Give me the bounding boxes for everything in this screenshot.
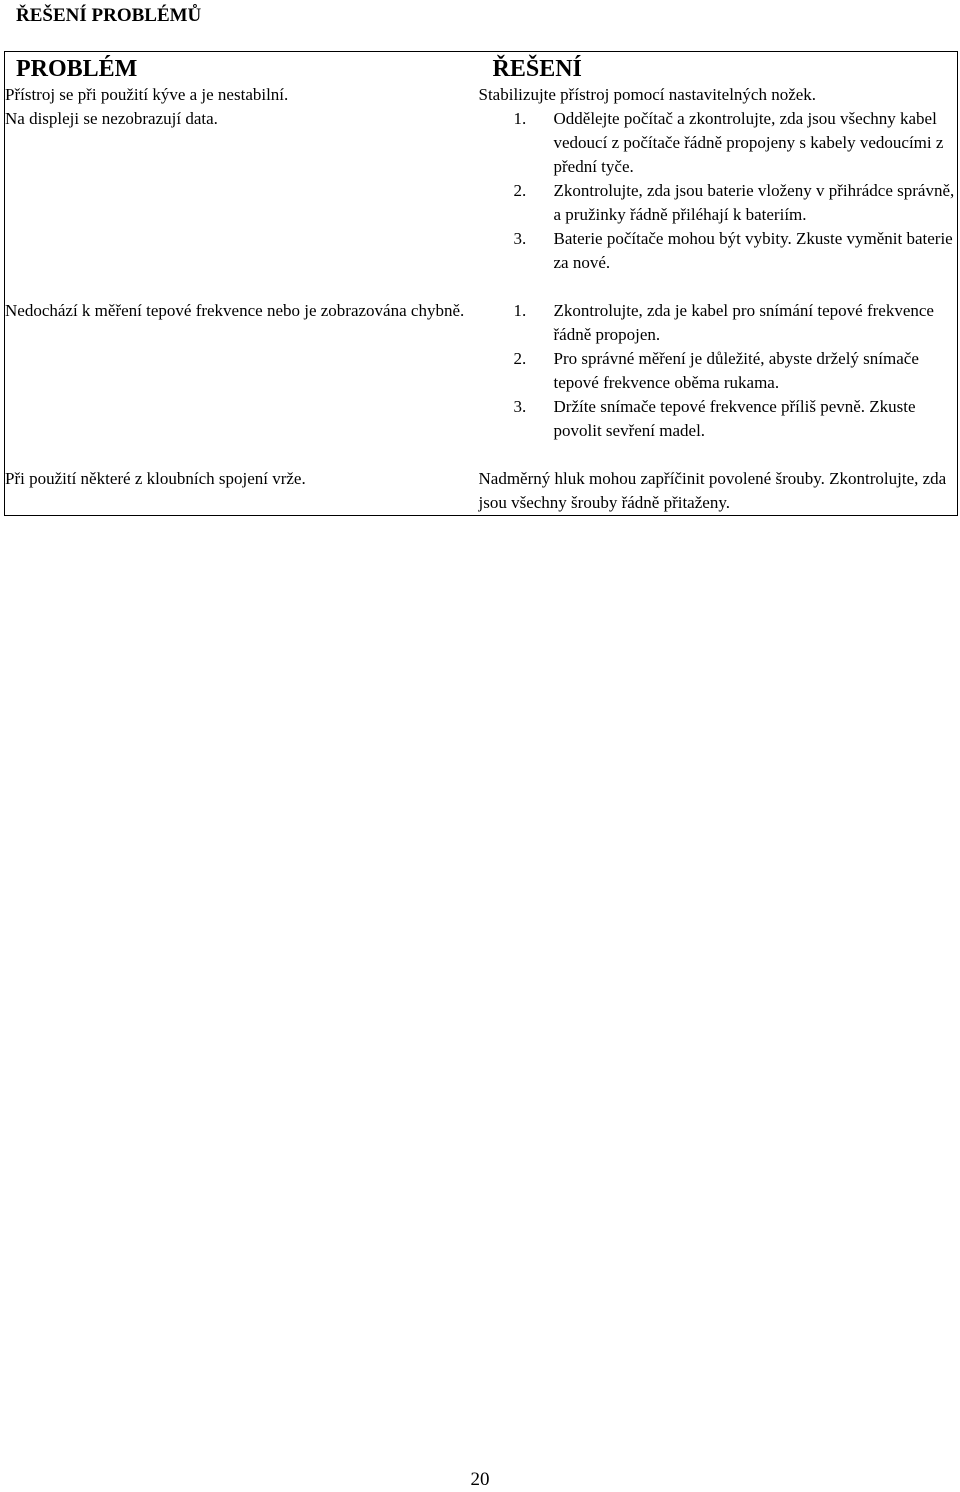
- step-text: Oddělejte počítač a zkontrolujte, zda jsou všechny kabel vedoucí z počítače řádně propojeny s kabely vedoucími z přední tyče.: [553, 109, 944, 176]
- header-solution: ŘEŠENÍ: [492, 56, 582, 82]
- header-problem: PROBLÉM: [16, 56, 138, 82]
- solution-cell: Stabilizujte přístroj pomocí nastavitelných nožek.: [478, 85, 817, 104]
- table-header-row: [5, 52, 958, 84]
- solution-step: [479, 227, 958, 275]
- solution-step: [479, 107, 958, 179]
- table-row: [5, 107, 958, 275]
- table-row: [5, 467, 958, 516]
- table-row: [5, 83, 958, 107]
- row-spacer: [5, 275, 958, 299]
- step-text: Baterie počítače mohou být vybity. Zkuste vyměnit baterie za nové.: [553, 229, 953, 272]
- step-number: 1.: [513, 109, 527, 128]
- solution-cell: [479, 299, 958, 443]
- solution-step: [479, 179, 958, 227]
- solution-steps: [479, 107, 958, 275]
- row-spacer: [5, 443, 958, 467]
- solution-steps: [479, 299, 958, 443]
- step-text: Držíte snímače tepové frekvence příliš pevně. Zkuste povolit sevření madel.: [553, 397, 916, 440]
- step-number: 1.: [513, 301, 527, 320]
- problem-cell: Na displeji se nezobrazují data.: [5, 109, 218, 128]
- problem-cell: Při použití některé z kloubních spojení vrže.: [5, 469, 306, 488]
- step-number: 2.: [513, 349, 527, 368]
- troubleshooting-table: [4, 51, 958, 516]
- step-text: Pro správné měření je důležité, abyste drželý snímače tepové frekvence oběma rukama.: [553, 349, 919, 392]
- step-number: 2.: [513, 181, 527, 200]
- solution-step: [479, 347, 958, 395]
- step-number: 3.: [513, 229, 527, 248]
- step-number: 3.: [513, 397, 527, 416]
- page-title: ŘEŠENÍ PROBLÉMŮ: [16, 5, 202, 26]
- step-text: Zkontrolujte, zda jsou baterie vloženy v přihrádce správně, a pružinky řádně přiléhají k bateriím.: [553, 181, 955, 224]
- step-text: Zkontrolujte, zda je kabel pro snímání tepové frekvence řádně propojen.: [553, 301, 934, 344]
- solution-cell: [479, 107, 958, 275]
- table-row: [5, 299, 958, 443]
- page-number: 20: [470, 1469, 490, 1490]
- solution-cell: Nadměrný hluk mohou zapříčinit povolené šrouby. Zkontrolujte, zda jsou všechny šrouby řádně přitaženy.: [478, 469, 947, 512]
- problem-cell: Přístroj se při použití kýve a je nestabilní.: [5, 85, 289, 104]
- problem-cell: Nedochází k měření tepové frekvence nebo je zobrazována chybně.: [5, 301, 465, 320]
- solution-step: [479, 395, 958, 443]
- solution-step: [479, 299, 958, 347]
